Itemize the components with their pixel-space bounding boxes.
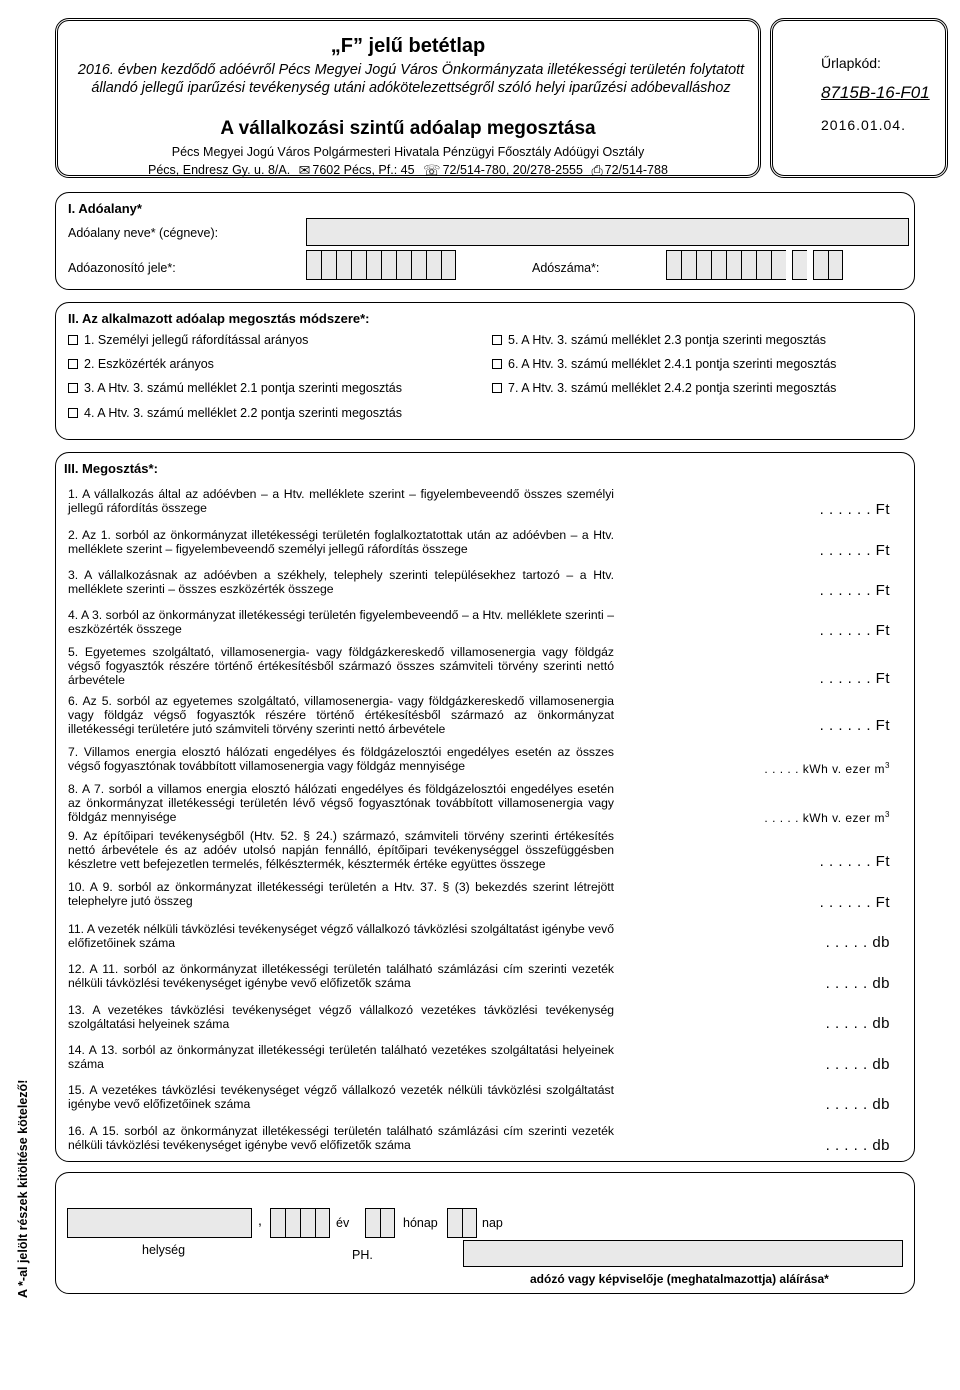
method-option-6[interactable]: 6. A Htv. 3. számú melléklet 2.4.1 pontja szerinti megosztás [492,357,836,371]
allocation-row-16-value[interactable]: . . . . . db [825,1137,890,1154]
phone-text: 72/514-780, 20/278-2555 [442,163,583,177]
allocation-row-2-value[interactable]: . . . . . . Ft [819,542,890,559]
fax-text: 72/514-788 [604,163,668,177]
allocation-row-14-value[interactable]: . . . . . db [825,1056,890,1073]
checkbox[interactable] [492,335,502,345]
signer-label: adózó vagy képviselője (meghatalmazottja) aláírása* [530,1272,829,1286]
allocation-row-6-value[interactable]: . . . . . . Ft [819,717,890,734]
allocation-row-6-text: 6. Az 5. sorból az egyetemes szolgáltató, villamosenergia- vagy földgázkereskedő villamosenergia vagy földgáz végső fogyasztók részére történő értékesítésből származó az önkormányzat illetékességi területére jutó számviteli törvény szerinti nettó árbevétele [68,694,614,737]
allocation-row-13-text: 13. A vezetékes távközlési tevékenységet végző vállalkozó vezetékes távközlési tevékenység szolgáltatási helyeinek száma [68,1003,614,1032]
phone-icon: ☏ [423,162,441,178]
method-option-3[interactable]: 3. A Htv. 3. számú melléklet 2.1 pontja szerinti megosztás [68,381,402,395]
month-label: hónap [403,1216,438,1230]
form-code-label: Űrlapkód: [821,55,881,71]
form-code-box [770,18,948,178]
fax-icon: ⎙ [591,162,603,178]
allocation-row-9-value[interactable]: . . . . . . Ft [819,853,890,870]
allocation-row-8-value[interactable]: . . . . . kWh v. ezer $m^3$ [764,810,890,825]
method-option-1[interactable]: 1. Személyi jellegű ráfordítással arányos [68,333,308,347]
allocation-row-7-text: 7. Villamos energia elosztó hálózati engedélyes és földgázelosztói engedélyes esetén az összes végső fogyasztónak továbbított villamosenergia vagy földgáz mennyisége [68,745,614,774]
allocation-row-16-text: 16. A 15. sorból az önkormányzat illetékességi területén található számlázási cím szerinti vezeték nélküli távközlési tevékenységet igénybe vevő előfizetők száma [68,1124,614,1153]
checkbox[interactable] [492,383,502,393]
method-option-2[interactable]: 2. Eszközérték arányos [68,357,214,371]
section-method [55,302,915,440]
allocation-row-15-value[interactable]: . . . . . db [825,1096,890,1113]
tax-number-input[interactable] [666,250,843,280]
department-name: Pécs Megyei Jogú Város Polgármesteri Hivatala Pénzügyi Főosztály Adóügyi Osztály [171,145,645,159]
checkbox[interactable] [68,359,78,369]
tax-id-input[interactable] [306,250,456,280]
allocation-row-12-value[interactable]: . . . . . db [825,975,890,992]
mandatory-note-text: A *-al jelölt részek kitöltése kötelező! [16,1079,30,1298]
contact-line [148,162,670,179]
allocation-row-13-value[interactable]: . . . . . db [825,1015,890,1032]
section-title: III. Megosztás*: [64,461,158,476]
allocation-row-1-text: 1. A vállalkozás által az adóévben – a Htv. melléklete szerint – figyelembeveendő összes személyi jellegű ráfordítás összege [68,487,614,516]
allocation-row-11-text: 11. A vezeték nélküli távközlési tevékenységet végző vállalkozó távközlési szolgáltatást igénybe vevő előfizetőinek száma [68,922,614,951]
allocation-row-10-text: 10. A 9. sorból az önkormányzat illetékességi területén a Htv. 37. § (3) bekezdés szerint létrejött telephelyre jutó összeg [68,880,614,909]
checkbox[interactable] [68,383,78,393]
checkbox[interactable] [68,408,78,418]
section-title: I. Adóalany* [68,201,142,216]
form-code: 8715B-16-F01 [821,83,930,102]
allocation-row-2-text: 2. Az 1. sorból az önkormányzat illetékességi területén foglalkoztatottak után az adóévben – a Htv. melléklete szerint – figyelembeveendő személyi jellegű ráfordítás összege [68,528,614,557]
day-input[interactable] [447,1208,477,1238]
year-label: év [336,1216,350,1230]
comma-separator: , [258,1212,262,1228]
mandatory-note [12,1040,36,1298]
method-option-4[interactable]: 4. A Htv. 3. számú melléklet 2.2 pontja szerinti megosztás [68,406,402,420]
allocation-row-14-text: 14. A 13. sorból az önkormányzat illetékességi területén található vezetékes szolgáltatási helyeinek száma [68,1043,614,1072]
tax-number-label: Adószáma*: [532,261,600,275]
allocation-row-4-text: 4. A 3. sorból az önkormányzat illetékességi területén figyelembeveendő – a Htv. melléklete szerinti – eszközérték összege [68,608,614,637]
tax-id-label: Adóazonosító jele*: [68,261,176,275]
envelope-icon: ✉ [298,162,311,178]
form-date: 2016.01.04. [821,117,906,133]
year-input[interactable] [270,1208,330,1238]
signature-input[interactable] [463,1240,903,1267]
allocation-row-3-value[interactable]: . . . . . . Ft [819,582,890,599]
taxpayer-name-input[interactable] [306,218,909,246]
allocation-row-4-value[interactable]: . . . . . . Ft [819,622,890,639]
allocation-row-1-value[interactable]: . . . . . . Ft [819,501,890,518]
allocation-row-5-text: 5. Egyetemes szolgáltató, villamosenergia- vagy földgázkereskedő villamosenergia vagy földgáz végső fogyasztók részére történő értékesítésből származó összes számviteli törvény szerinti nettó árbevétele [68,645,614,688]
month-input[interactable] [365,1208,395,1238]
allocation-row-7-value[interactable]: . . . . . kWh v. ezer $m^3$ [764,761,890,776]
place-input[interactable] [67,1208,252,1238]
allocation-row-15-text: 15. A vezetékes távközlési tevékenységet végző vállalkozó vezeték nélküli távközlési szolgáltatást igénybe vevő előfizetőinek száma [68,1083,614,1112]
allocation-row-3-text: 3. A vállalkozásnak az adóévben a székhely, telephely szerinti településekhez tartozó – a Htv. melléklete szerinti – összes eszközérték összege [68,568,614,597]
checkbox[interactable] [492,359,502,369]
page-title: „F” jelű betétlap [330,35,486,57]
address-text: Pécs, Endresz Gy. u. 8/A. [148,163,291,177]
allocation-row-8-text: 8. A 7. sorból a villamos energia elosztó hálózati engedélyes és földgázelosztói engedélyes esetén az önkormányzat illetékességi területén lévő végső fogyasztónak továbbított villamosenergia vagy földgáz mennyisége [68,782,614,825]
allocation-row-5-value[interactable]: . . . . . . Ft [819,670,890,687]
place-label: helység [142,1243,186,1257]
form-subtitle: 2016. évben kezdődő adóévről Pécs Megyei Jogú Város Önkormányzata illetékességi területén folytatott állandó jellegű iparűzési tevékenység utáni adókötelezettségről szóló helyi iparűzési adóbevalláshoz [77,62,745,96]
method-option-7[interactable]: 7. A Htv. 3. számú melléklet 2.4.2 pontja szerinti megosztás [492,381,836,395]
method-option-5[interactable]: 5. A Htv. 3. számú melléklet 2.3 pontja szerinti megosztás [492,333,826,347]
taxpayer-name-label: Adóalany neve* (cégneve): [68,226,219,240]
seal-label: PH. [352,1248,373,1262]
form-header [55,18,761,178]
allocation-row-10-value[interactable]: . . . . . . Ft [819,894,890,911]
allocation-row-9-text: 9. Az építőipari tevékenységből (Htv. 52. § 24.) származó, számviteli törvény szerinti értékesítés nettó árbevétele és az adóév utolsó napján fennálló, építőipari tevékenységgel összefüggésben készletre vett befejezetlen termelés, félkésztermék, késztermék értéke együttes összege [68,829,614,872]
section-taxpayer [55,192,915,290]
allocation-row-12-text: 12. A 11. sorból az önkormányzat illetékességi területén található számlázási cím szerinti vezeték nélküli távközlési tevékenységet igénybe vevő előfizetők száma [68,962,614,991]
form-heading: A vállalkozási szintű adóalap megosztása [220,118,596,139]
section-title: II. Az alkalmazott adóalap megosztás módszere*: [68,311,370,326]
allocation-row-11-value[interactable]: . . . . . db [825,934,890,951]
checkbox[interactable] [68,335,78,345]
day-label: nap [482,1216,503,1230]
postal-text: 7602 Pécs, Pf.: 45 [312,163,415,177]
